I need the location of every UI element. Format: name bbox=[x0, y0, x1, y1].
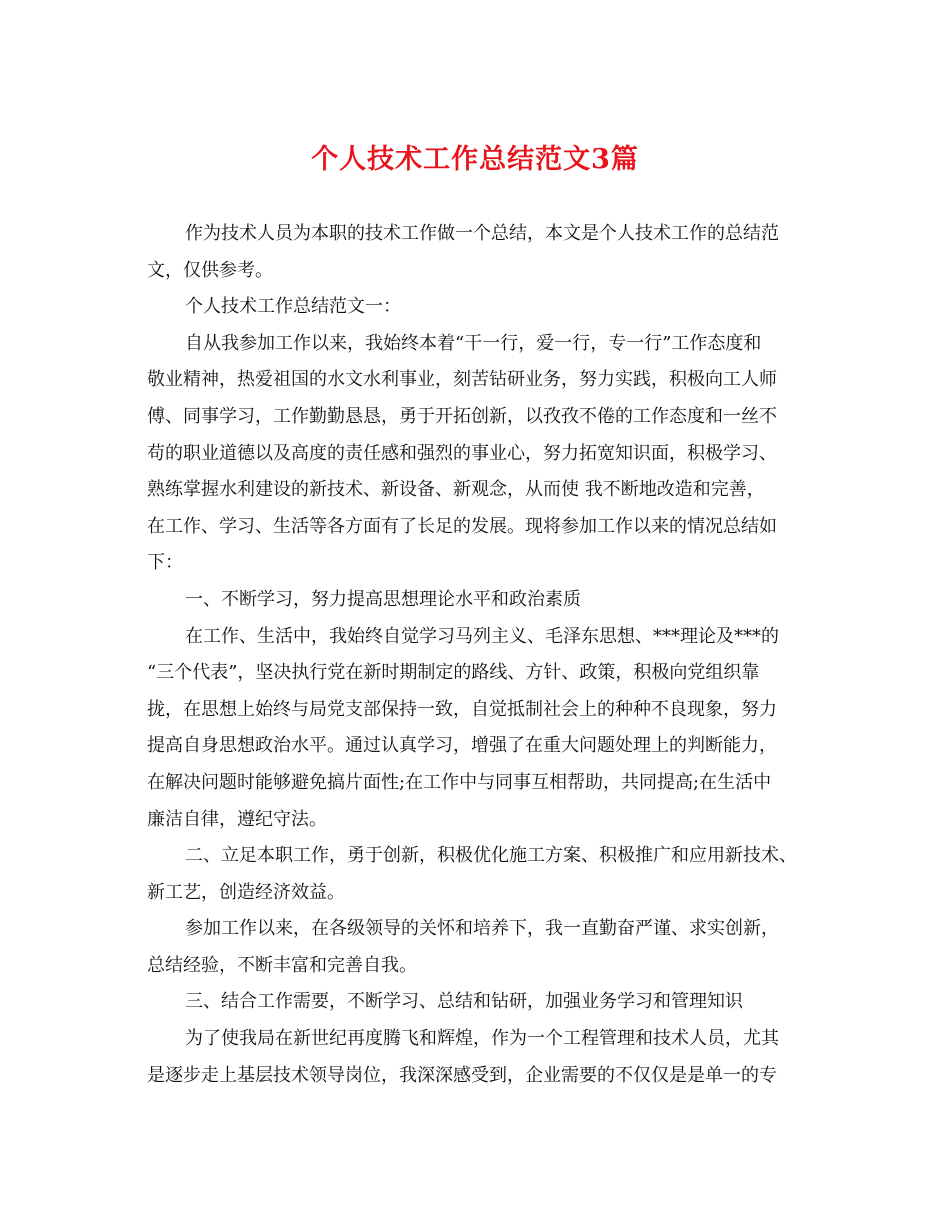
text-line: 自从我参加工作以来，我始终本着“干一行，爱一行，专一行”工作态度和 bbox=[185, 332, 762, 354]
text-line: 三、结合工作需要，不断学习、总结和钻研，加强业务学习和管理知识 bbox=[185, 991, 743, 1013]
text-line: “三个代表”，坚决执行党在新时期制定的路线、方针、政策，积极向党组织靠 bbox=[147, 662, 760, 684]
text-line: 傅、同事学习，工作勤勤恳恳，勇于开拓创新，以孜孜不倦的工作态度和一丝不 bbox=[147, 405, 777, 427]
document-title: 个人技术工作总结范文3篇 bbox=[311, 144, 639, 175]
text-line: 下： bbox=[147, 552, 183, 574]
text-line: 廉洁自律，遵纪守法。 bbox=[147, 808, 327, 830]
text-line: 个人技术工作总结范文一： bbox=[185, 296, 401, 318]
text-line: 总结经验，不断丰富和完善自我。 bbox=[147, 954, 417, 976]
text-line: 参加工作以来，在各级领导的关怀和培养下，我一直勤奋严谨、求实创新， bbox=[185, 918, 779, 940]
text-line: 文，仅供参考。 bbox=[147, 259, 273, 281]
text-line: 为了使我局在新世纪再度腾飞和辉煌，作为一个工程管理和技术人员，尤其 bbox=[185, 1028, 779, 1050]
text-line: 在解决问题时能够避免搞片面性;在工作中与同事互相帮助，共同提高;在生活中 bbox=[147, 771, 772, 793]
text-line: 新工艺，创造经济效益。 bbox=[147, 881, 345, 903]
text-line: 在工作、学习、生活等各方面有了长足的发展。现将参加工作以来的情况总结如 bbox=[147, 515, 777, 537]
text-line: 一、不断学习，努力提高思想理论水平和政治素质 bbox=[185, 588, 581, 610]
text-line: 是逐步走上基层技术领导岗位，我深深感受到，企业需要的不仅仅是是单一的专 bbox=[147, 1064, 777, 1086]
text-line: 在工作、生活中，我始终自觉学习马列主义、毛泽东思想、***理论及***的 bbox=[185, 625, 779, 647]
text-line: 作为技术人员为本职的技术工作做一个总结，本文是个人技术工作的总结范 bbox=[185, 223, 779, 244]
text-line: 提高自身思想政治水平。通过认真学习，增强了在重大问题处理上的判断能力， bbox=[147, 735, 777, 757]
text-line: 敬业精神，热爱祖国的水文水利事业，刻苦钻研业务，努力实践，积极向工人师 bbox=[147, 369, 777, 391]
text-line: 拢，在思想上始终与局党支部保持一致，自觉抵制社会上的种种不良现象，努力 bbox=[147, 698, 777, 720]
document-body bbox=[147, 216, 813, 1094]
text-line: 苟的职业道德以及高度的责任感和强烈的事业心，努力拓宽知识面，积极学习、 bbox=[147, 442, 777, 464]
text-line: 二、立足本职工作，勇于创新，积极优化施工方案、积极推广和应用新技术、 bbox=[185, 845, 797, 867]
text-line: 熟练掌握水利建设的新技术、新设备、新观念，从而使 我不断地改造和完善， bbox=[147, 479, 765, 501]
